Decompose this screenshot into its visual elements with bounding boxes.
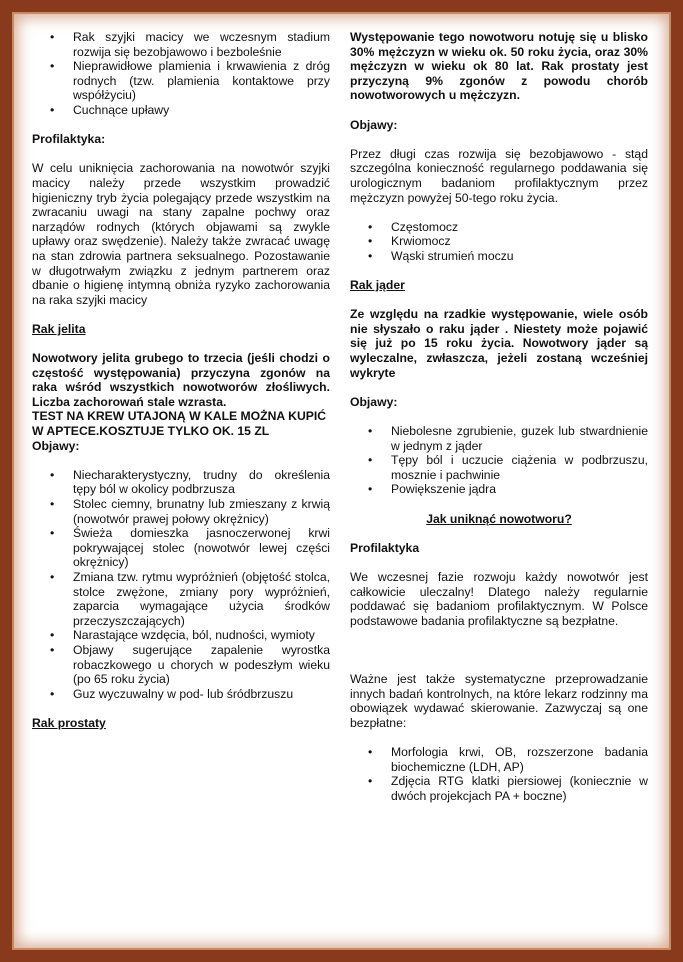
list-item: • Rak szyjki macicy we wczesnym stadium rozwija się bezobjawowo i bezboleśnie — [50, 30, 330, 59]
bullet-icon: • — [50, 526, 55, 541]
heading-rak-jelita: Rak jelita — [32, 321, 86, 336]
cervical-symptoms-list — [32, 30, 330, 118]
bullet-icon: • — [368, 219, 373, 234]
prostate-symptoms-list — [350, 220, 648, 264]
bullet-icon: • — [50, 102, 55, 117]
list-item: • Zdjęcia RTG klatki piersiowej (koniecznie w dwóch projekcjach PA + boczne) — [368, 774, 648, 803]
paragraph-rak-prostaty: Występowanie tego nowotworu notuję się u blisko 30% mężczyzn w wieku ok. 50 roku życia, oraz 30% mężczyzn w wieku ok 80 lat. Rak prostaty jest przyczyną 9% zgonów z powodu chorób nowotworowych u mężczyzn. — [350, 30, 648, 103]
list-item: • Objawy sugerujące zapalenie wyrostka robaczkowego u chorych w podeszłym wieku (po 65 roku życia) — [50, 642, 330, 687]
list-item: • Wąski strumień moczu — [368, 248, 514, 263]
left-column — [32, 30, 330, 731]
list-item: • Krwiomocz — [368, 234, 451, 249]
bullet-icon: • — [50, 467, 55, 482]
bullet-icon: • — [368, 248, 373, 263]
document-page — [22, 30, 662, 930]
list-item: • Tępy ból i uczucie ciążenia w podbrzuszu, mosznie i pachwinie — [368, 453, 648, 482]
bullet-icon: • — [50, 497, 55, 511]
heading-rak-jader: Rak jąder — [350, 278, 405, 293]
list-item: • Powiększenie jądra — [368, 482, 497, 497]
list-item: • Morfologia krwi, OB, rozszerzone badania biochemiczne (LDH, AP) — [368, 745, 648, 774]
list-item: • Narastające wzdęcia, ból, nudności, wymioty — [50, 628, 315, 643]
list-item: • Cuchnące upławy — [50, 102, 170, 117]
list-item: • Nieprawidłowe plamienia i krwawienia z dróg rodnych (tzw. plamienia kontaktowe przy współżyciu) — [50, 59, 330, 103]
bullet-icon: • — [50, 642, 55, 657]
bullet-icon: • — [50, 628, 55, 643]
list-item: • Niecharakterystyczny, trudny do określenia tępy ból w okolicy podbrzusza — [50, 467, 330, 497]
paragraph-objawy-prostaty: Przez długi czas rozwija się bezobjawowo - stąd szczególna konieczność regularnego poddawania się urologicznym badaniom profilaktycznym przez mężczyzn powyżej 50-tego roku życia. — [350, 146, 648, 205]
list-item: • Częstomocz — [368, 219, 459, 234]
bullet-icon: • — [50, 59, 55, 74]
heading-objawy: Objawy: — [32, 438, 80, 453]
list-item: • Zmiana tzw. rytmu wypróżnień (objętość stolca, stolce zwężone, zmiany pory wypróżnień, zaparcia wymagające użycia środków przeczyszczających) — [50, 569, 330, 628]
heading-profilaktyka: Profilaktyka: — [32, 132, 106, 147]
heading-objawy-prostaty: Objawy: — [350, 117, 398, 132]
list-item: • Guz wyczuwalny w pod- lub śródbrzuszu — [50, 686, 294, 701]
bullet-icon: • — [368, 453, 373, 468]
list-item: • Świeża domieszka jasnoczerwonej krwi pokrywającej stolec (nowotwór lewej części okrężnicy) — [50, 526, 330, 570]
heading-profilaktyka-right: Profilaktyka — [350, 540, 420, 555]
heading-objawy-jader: Objawy: — [350, 394, 398, 409]
heading-jak-uniknac: Jak uniknąć nowotworu? — [426, 511, 572, 526]
bullet-icon: • — [368, 774, 373, 789]
paragraph-profilaktyka-1: We wczesnej fazie rozwoju każdy nowotwór jest całkowicie uleczalny! Dlatego należy regularnie poddawać się badaniom profilaktycznym. W Polsce podstawowe badania profilaktyczne są bezpłatne. — [350, 569, 648, 628]
paragraph-rak-jelita: Nowotwory jelita grubego to trzecia (jeśli chodzi o częstość występowania) przyczyna zgonów na raka wśród wszystkich nowotworów złośliwych. Liczba zachorowań stale wzrasta. — [32, 351, 330, 409]
paragraph-test-krew: TEST NA KREW UTAJONĄ W KALE MOŻNA KUPIĆ W APTECE.KOSZTUJE TYLKO OK. 15 ZL — [32, 409, 327, 439]
exams-list — [350, 745, 648, 803]
bullet-icon: • — [368, 234, 373, 249]
paragraph-rak-jader: Ze względu na rzadkie występowanie, wiele osób nie słyszało o raku jąder . Niestety może pojawić się już po 15 roku życia. Nowotwory jąder są wyleczalne, zwłaszcza, jeżeli zostaną wcześniej wykryte — [350, 307, 648, 380]
bullet-icon: • — [50, 686, 55, 701]
colon-symptoms-list — [32, 468, 330, 702]
heading-rak-prostaty: Rak prostaty — [32, 715, 106, 730]
bullet-icon: • — [368, 424, 373, 439]
bullet-icon: • — [50, 30, 55, 44]
bullet-icon: • — [50, 569, 55, 584]
list-item: • Stolec ciemny, brunatny lub zmieszany z krwią (nowotwór prawej połowy okrężnicy) — [50, 497, 330, 526]
bullet-icon: • — [368, 745, 373, 760]
paragraph-profilaktyka-2: Ważne jest także systematyczne przeprowadzanie innych badań kontrolnych, na które lekarz rodzinny ma obowiązek wydawać skierowanie. Zazwyczaj są one bezpłatne: — [350, 672, 648, 730]
paragraph-profilaktyka: W celu uniknięcia zachorowania na nowotwór szyjki macicy należy przede wszystkim prowadzić higieniczny tryb życia polegający przede wszystkim na zwracaniu uwagi na stany zapalne pochwy oraz narządów rodnych (których objawami są zwykle upławy oraz swędzenie). Należy także zwracać uwagę na stan zdrowia partnera seksualnego. Pozostawanie w długotrwałym związku z jednym partnerem oraz dbanie o higienę intymną obniża ryzyko zachorowania na raka szyjki macicy — [32, 161, 330, 307]
list-item: • Niebolesne zgrubienie, guzek lub stwardnienie w jednym z jąder — [368, 424, 648, 453]
bullet-icon: • — [368, 482, 373, 497]
testicular-symptoms-list — [350, 424, 648, 497]
right-column — [350, 30, 648, 803]
